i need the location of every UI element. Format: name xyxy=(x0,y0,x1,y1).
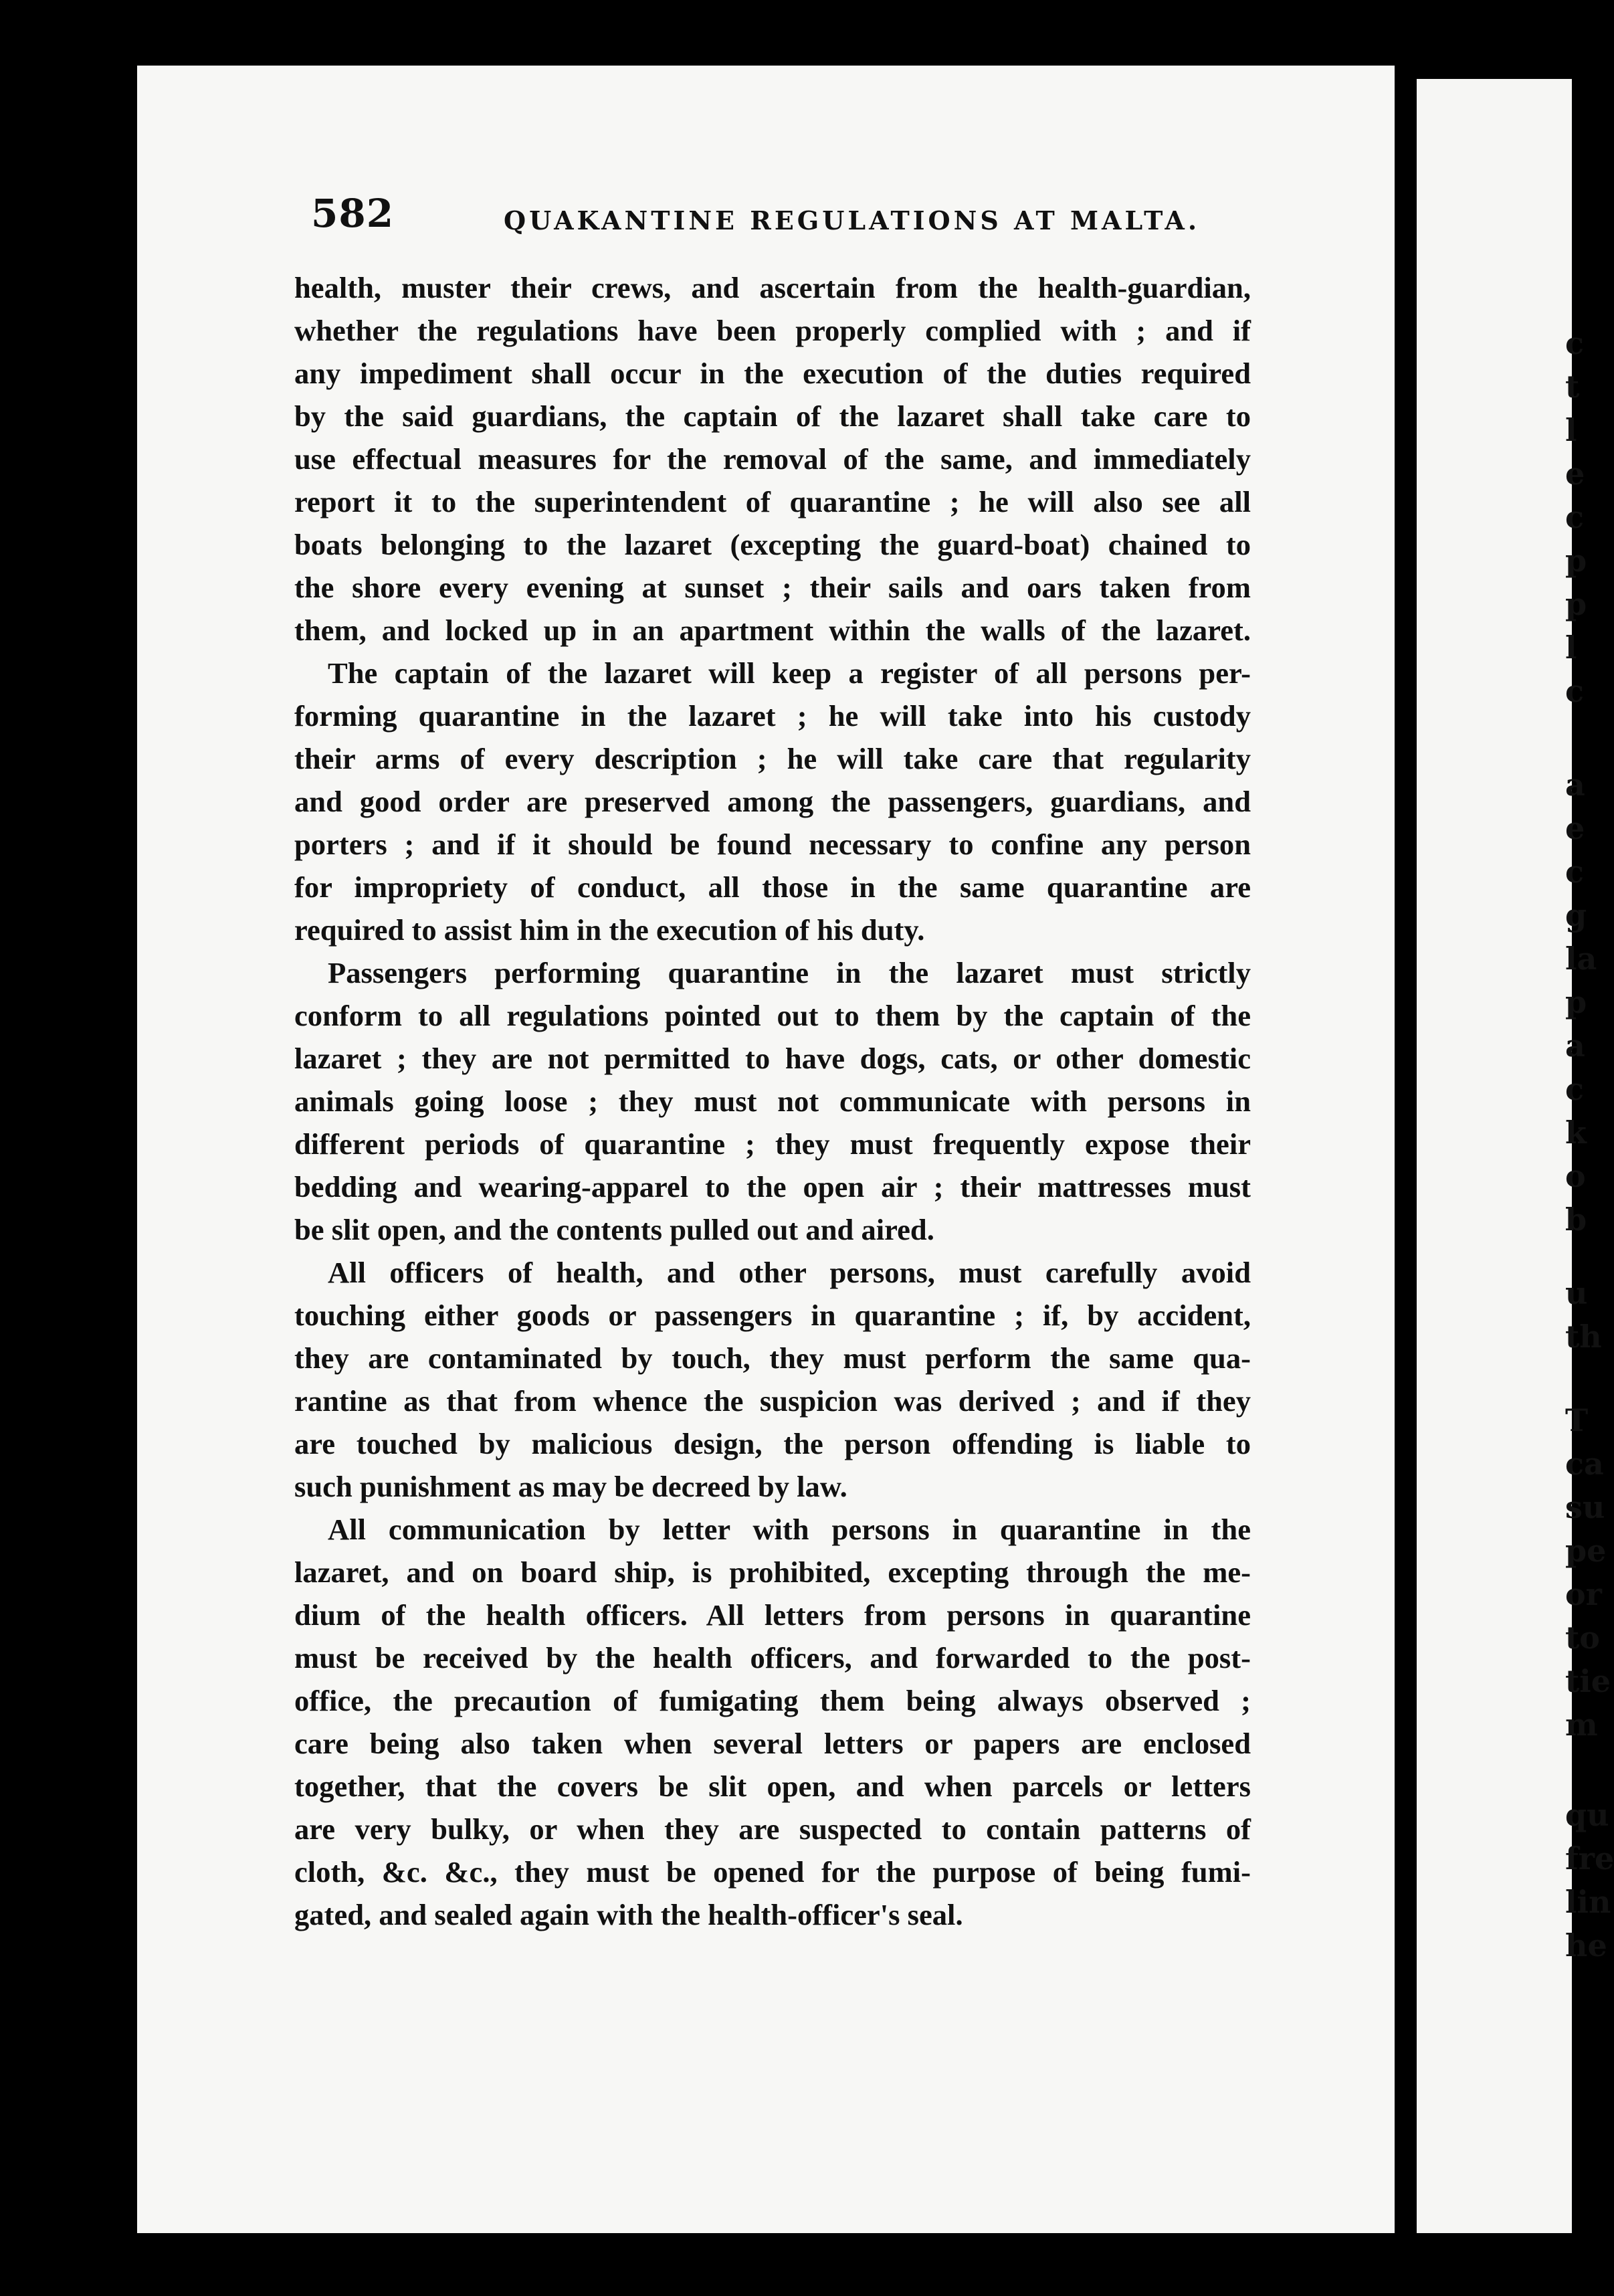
adjacent-page-fragment: e xyxy=(1565,810,1585,846)
text-line: must be received by the health officers, and forwarded to the post- xyxy=(294,1641,1251,1675)
paragraph-5 xyxy=(294,1508,1251,1936)
adjacent-page-fragment: p xyxy=(1565,543,1587,579)
text-line: and good order are preserved among the passengers, guardians, and xyxy=(294,785,1251,818)
text-line: such punishment as may be decreed by law. xyxy=(294,1470,847,1503)
adjacent-page-fragment: g xyxy=(1565,897,1587,933)
body-text xyxy=(294,266,1251,1936)
adjacent-page-fragment: tie xyxy=(1565,1663,1611,1699)
adjacent-page-fragment: c xyxy=(1565,1071,1585,1107)
text-line: gated, and sealed again with the health-officer's seal. xyxy=(294,1898,963,1931)
text-line: All communication by letter with persons in quarantine in the xyxy=(328,1513,1251,1546)
adjacent-page-fragment: a xyxy=(1565,767,1585,803)
text-line: by the said guardians, the captain of the lazaret shall take care to xyxy=(294,399,1251,433)
adjacent-page-fragment: m xyxy=(1565,1707,1598,1743)
text-line: they are contaminated by touch, they must perform the same qua- xyxy=(294,1341,1251,1375)
paragraph-1 xyxy=(294,266,1251,652)
adjacent-page-fragment: c xyxy=(1565,499,1585,535)
adjacent-page-fragment: t xyxy=(1565,369,1580,405)
text-line: the shore every evening at sunset ; their sails and oars taken from xyxy=(294,571,1251,604)
adjacent-page-fragment: p xyxy=(1565,586,1587,622)
adjacent-page-fragment: pe xyxy=(1565,1533,1607,1569)
page-header xyxy=(311,191,1395,244)
adjacent-page-fragment: u xyxy=(1565,1275,1588,1311)
adjacent-page-fragment: la xyxy=(1565,941,1597,977)
paragraph-3 xyxy=(294,951,1251,1251)
text-line: All officers of health, and other persons, must carefully avoid xyxy=(328,1256,1251,1289)
text-line: whether the regulations have been properly complied with ; and if xyxy=(294,314,1251,347)
adjacent-page-fragment: o xyxy=(1565,1158,1586,1194)
adjacent-page-fragment: c xyxy=(1565,673,1585,709)
text-line: together, that the covers be slit open, and when parcels or letters xyxy=(294,1769,1251,1803)
text-line: cloth, &c. &c., they must be opened for the purpose of being fumi- xyxy=(294,1855,1251,1889)
text-line: are very bulky, or when they are suspected to contain patterns of xyxy=(294,1812,1251,1846)
text-line: any impediment shall occur in the execution of the duties required xyxy=(294,357,1251,390)
text-line: touching either goods or passengers in quarantine ; if, by accident, xyxy=(294,1299,1251,1332)
text-line: use effectual measures for the removal of the same, and immediately xyxy=(294,442,1251,476)
text-line: required to assist him in the execution of his duty. xyxy=(294,913,925,947)
text-line: report it to the superintendent of quarantine ; he will also see all xyxy=(294,485,1251,518)
adjacent-page-fragment: T xyxy=(1565,1402,1589,1438)
adjacent-page-fragment: or xyxy=(1565,1576,1602,1612)
adjacent-page-fragment: th xyxy=(1565,1319,1602,1355)
text-line: forming quarantine in the lazaret ; he will take into his custody xyxy=(294,699,1251,733)
text-line: for impropriety of conduct, all those in the same quarantine are xyxy=(294,870,1251,904)
adjacent-page-fragment: to xyxy=(1565,1620,1600,1656)
text-line: porters ; and if it should be found necessary to confine any person xyxy=(294,828,1251,861)
adjacent-page-fragment: c xyxy=(1565,854,1585,890)
text-line: health, muster their crews, and ascertain from the health-guardian, xyxy=(294,271,1251,304)
text-line: bedding and wearing-apparel to the open air ; their mattresses must xyxy=(294,1170,1251,1204)
paragraph-4 xyxy=(294,1251,1251,1508)
text-line: them, and locked up in an apartment within the walls of the lazaret. xyxy=(294,613,1251,647)
text-line: different periods of quarantine ; they must frequently expose their xyxy=(294,1127,1251,1161)
text-line: dium of the health officers. All letters from persons in quarantine xyxy=(294,1598,1251,1632)
adjacent-page-fragment: he xyxy=(1565,1927,1607,1964)
adjacent-page-fragment: b xyxy=(1565,1202,1587,1238)
paragraph-2 xyxy=(294,652,1251,951)
text-line: lazaret, and on board ship, is prohibited, excepting through the me- xyxy=(294,1555,1251,1589)
adjacent-page-fragment: e xyxy=(1565,456,1585,492)
adjacent-page-fragment: fre xyxy=(1565,1840,1614,1877)
text-line: are touched by malicious design, the person offending is liable to xyxy=(294,1427,1251,1460)
text-line: be slit open, and the contents pulled out and aired. xyxy=(294,1213,934,1246)
page-number: 582 xyxy=(311,191,395,236)
adjacent-page-fragment: qu xyxy=(1565,1797,1609,1833)
text-line: rantine as that from whence the suspicion was derived ; and if they xyxy=(294,1384,1251,1418)
adjacent-page-fragment: p xyxy=(1565,984,1587,1020)
text-line: their arms of every description ; he will take care that regularity xyxy=(294,742,1251,775)
adjacent-page-fragment: l xyxy=(1565,412,1577,448)
text-line: conform to all regulations pointed out to them by the captain of the xyxy=(294,999,1251,1032)
text-line: lazaret ; they are not permitted to have dogs, cats, or other domestic xyxy=(294,1042,1251,1075)
text-line: boats belonging to the lazaret (excepting the guard-boat) chained to xyxy=(294,528,1251,561)
adjacent-page-fragment: c xyxy=(1565,325,1585,361)
adjacent-page-fragment: l xyxy=(1565,630,1577,666)
adjacent-page-fragment: ca xyxy=(1565,1446,1604,1482)
adjacent-page-fragment: su xyxy=(1565,1489,1605,1525)
text-line: office, the precaution of fumigating them being always observed ; xyxy=(294,1684,1251,1717)
text-line: care being also taken when several letters or papers are enclosed xyxy=(294,1727,1251,1760)
text-line: animals going loose ; they must not communicate with persons in xyxy=(294,1084,1251,1118)
adjacent-page-fragment: a xyxy=(1565,1028,1585,1064)
text-line: Passengers performing quarantine in the lazaret must strictly xyxy=(328,956,1251,989)
running-title: QUAKANTINE REGULATIONS AT MALTA. xyxy=(504,205,1201,235)
adjacent-page-fragment: lin xyxy=(1565,1884,1611,1920)
text-line: The captain of the lazaret will keep a register of all persons per- xyxy=(328,656,1251,690)
adjacent-page-edge xyxy=(1417,79,1614,2233)
adjacent-page-fragment: k xyxy=(1565,1115,1587,1151)
